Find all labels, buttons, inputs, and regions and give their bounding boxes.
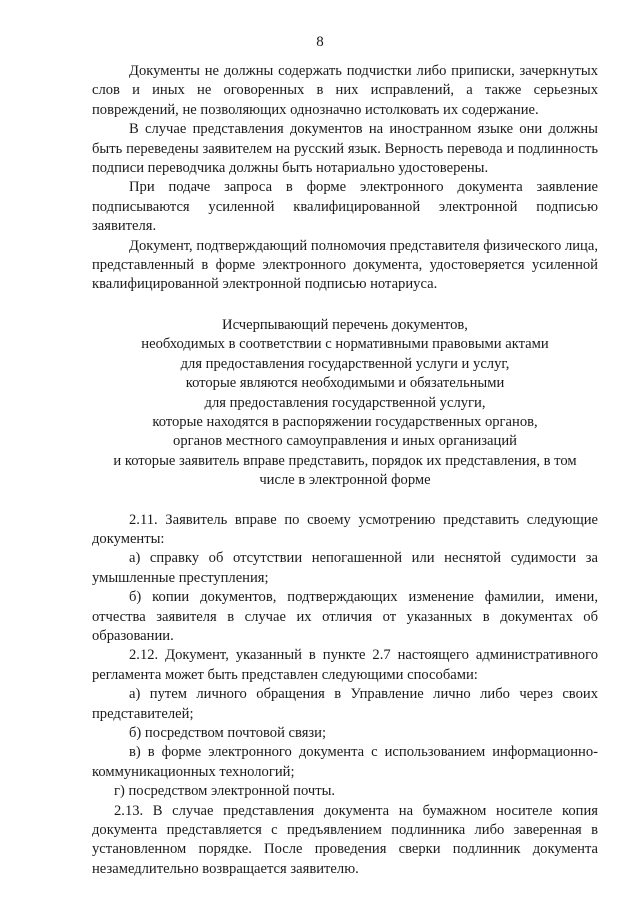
heading-line: органов местного самоуправления и иных организаций bbox=[173, 433, 517, 450]
heading-line: Исчерпывающий перечень документов, bbox=[222, 316, 468, 333]
clause-2-11-item-b: б) копии документов, подтверждающих изменение фамилии, имени, отчества заявителя в случае их отличия от указанных в документах об образовании. bbox=[92, 589, 598, 644]
clause-2-11-item-a: а) справку об отсутствии непогашенной или неснятой судимости за умышленные преступления; bbox=[92, 550, 598, 586]
page-number: 8 bbox=[316, 34, 324, 50]
heading-line: и которые заявитель вправе представить, порядок их представления, в том bbox=[113, 452, 577, 469]
clause-2-12-item-g: г) посредством электронной почты. bbox=[114, 783, 336, 800]
heading-line: которые находятся в распоряжении государственных органов, bbox=[152, 413, 538, 430]
clause-2-12-item-a: а) путем личного обращения в Управление лично либо через своих представителей; bbox=[92, 686, 598, 722]
clause-2-12-item-b: б) посредством почтовой связи; bbox=[129, 725, 327, 741]
section-heading bbox=[92, 316, 598, 491]
paragraph-representative-authority: Документ, подтверждающий полномочия представителя физического лица, представленный в форме электронного документа, удостоверяется усиленной квалифицированной электронной подписью нотариуса. bbox=[92, 237, 598, 293]
heading-line: числе в электронной форме bbox=[259, 472, 431, 489]
clause-2-11: 2.11. Заявитель вправе по своему усмотрению представить следующие документы: bbox=[92, 511, 598, 547]
paragraph-foreign-language: В случае представления документов на иностранном языке они должны быть переведены заявителем на русский язык. Верность перевода и подлинность подписи переводчика должны быть нотариально удостоверены. bbox=[92, 121, 598, 177]
paragraph-document-requirements: Документы не должны содержать подчистки либо приписки, зачеркнутых слов и иных не оговоренных в них исправлений, а также серьезных повреждений, не позволяющих однозначно истолковать их содержание. bbox=[92, 63, 598, 118]
heading-line: для предоставления государственной услуги и услуг, bbox=[180, 355, 510, 372]
heading-line: необходимых в соответствии с нормативными правовыми актами bbox=[141, 336, 549, 353]
clause-2-12-item-v: в) в форме электронного документа с использованием информационно-коммуникационных технологий; bbox=[92, 744, 598, 780]
clause-2-13: 2.13. В случае представления документа на бумажном носителе копия документа представляется с предъявлением подлинника либо заверенная в установленном порядке. После проведения сверки подлинник документа незамедлительно возвращается заявителю. bbox=[92, 802, 598, 877]
document-body bbox=[92, 62, 598, 879]
clause-2-12: 2.12. Документ, указанный в пункте 2.7 настоящего административного регламента может быть представлен следующими способами: bbox=[92, 647, 598, 683]
heading-line: которые являются необходимыми и обязательными bbox=[185, 375, 505, 392]
paragraph-electronic-request: При подаче запроса в форме электронного документа заявление подписываются усиленной квалифицированной электронной подписью заявителя. bbox=[92, 179, 598, 235]
heading-line: для предоставления государственной услуги, bbox=[204, 394, 486, 411]
